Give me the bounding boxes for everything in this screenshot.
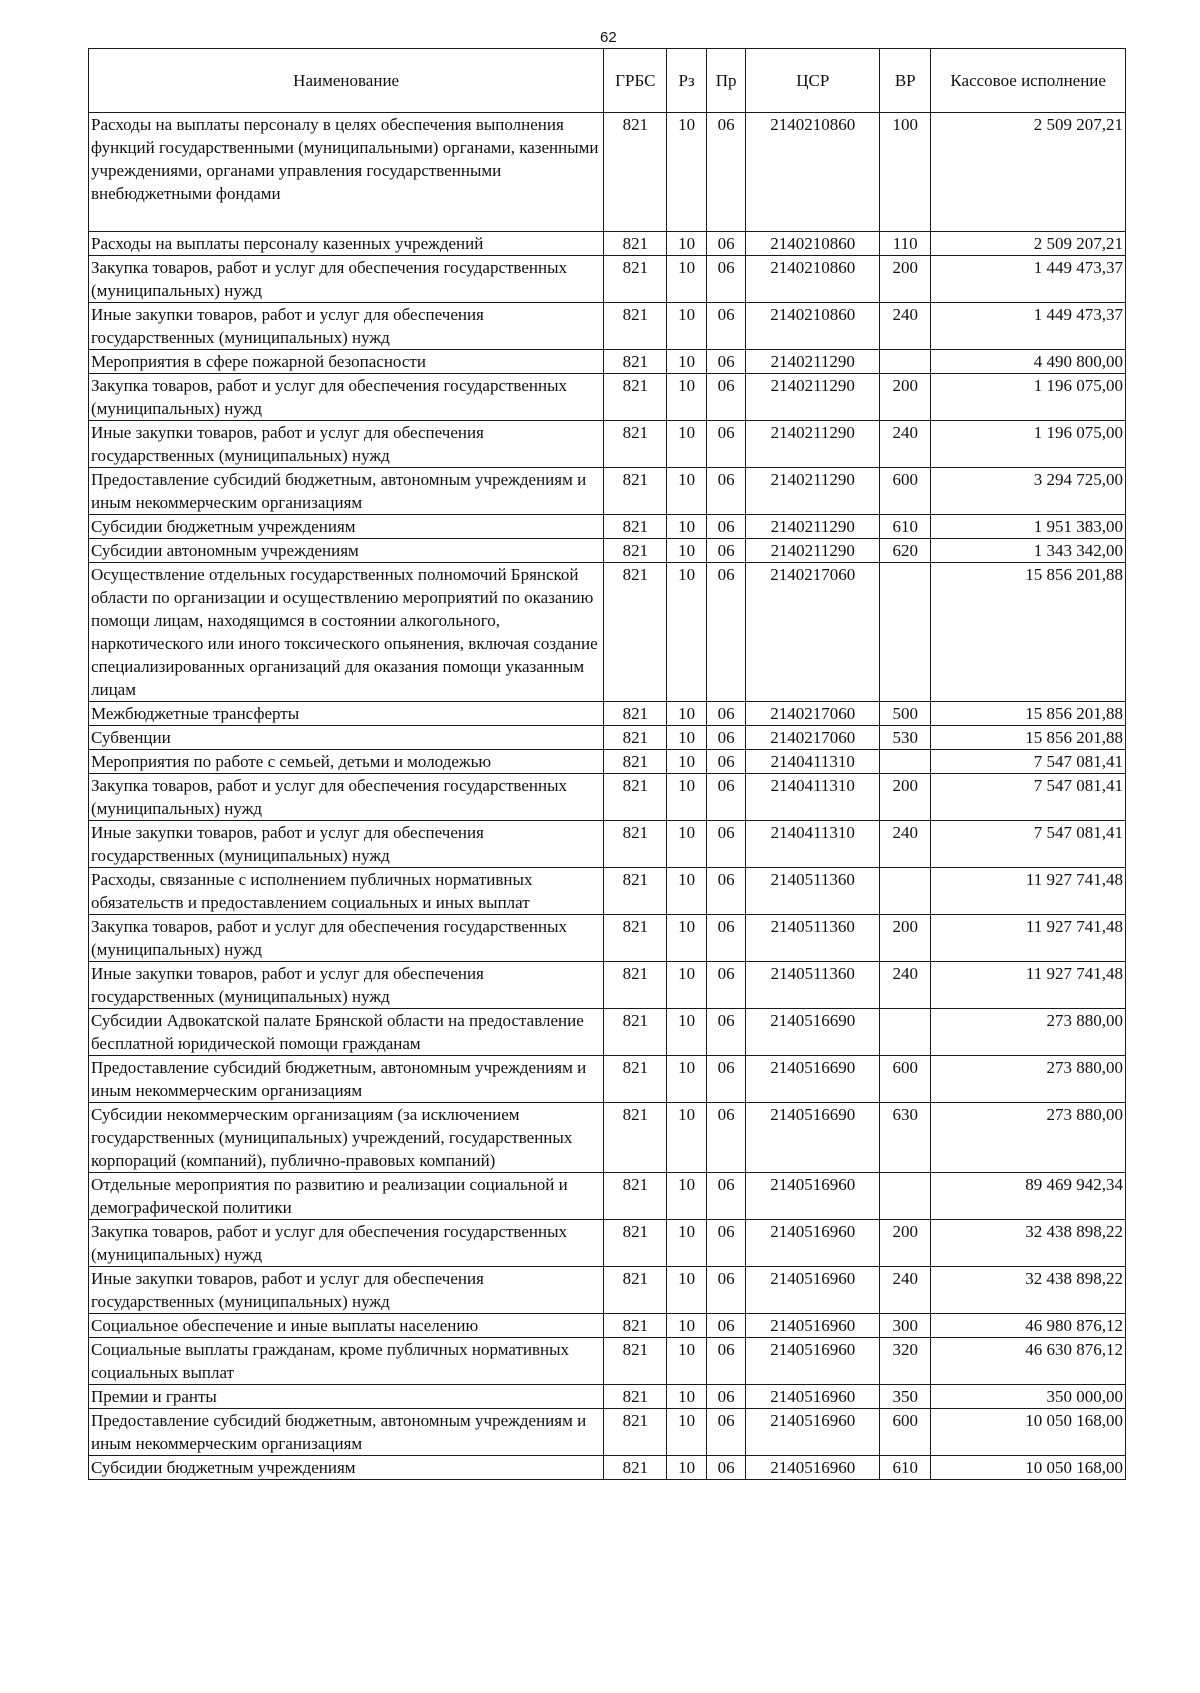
cell-pr: 06 <box>706 350 746 374</box>
column-header-name: Наименование <box>89 49 604 113</box>
cell-csr: 2140210860 <box>746 113 880 232</box>
cell-grbs: 821 <box>604 1409 667 1456</box>
cell-csr: 2140211290 <box>746 468 880 515</box>
cell-csr: 2140211290 <box>746 539 880 563</box>
table-row <box>89 1103 1126 1173</box>
cell-pr: 06 <box>706 468 746 515</box>
cell-csr: 2140516960 <box>746 1385 880 1409</box>
cell-rz: 10 <box>667 774 707 821</box>
cell-amount: 273 880,00 <box>931 1103 1126 1173</box>
cell-amount: 15 856 201,88 <box>931 726 1126 750</box>
cell-grbs: 821 <box>604 468 667 515</box>
cell-vr: 240 <box>880 421 931 468</box>
cell-amount: 1 449 473,37 <box>931 303 1126 350</box>
cell-name: Закупка товаров, работ и услуг для обеспечения государственных (муниципальных) нужд <box>89 256 604 303</box>
table-row <box>89 539 1126 563</box>
cell-vr: 100 <box>880 113 931 232</box>
cell-csr: 2140210860 <box>746 256 880 303</box>
cell-grbs: 821 <box>604 868 667 915</box>
cell-name: Предоставление субсидий бюджетным, автономным учреждениям и иным некоммерческим организациям <box>89 1056 604 1103</box>
cell-csr: 2140511360 <box>746 962 880 1009</box>
cell-rz: 10 <box>667 726 707 750</box>
cell-vr: 200 <box>880 774 931 821</box>
cell-vr <box>880 1173 931 1220</box>
cell-amount: 350 000,00 <box>931 1385 1126 1409</box>
table-row <box>89 1314 1126 1338</box>
cell-pr: 06 <box>706 821 746 868</box>
column-header-grbs: ГРБС <box>604 49 667 113</box>
cell-grbs: 821 <box>604 726 667 750</box>
cell-vr <box>880 1009 931 1056</box>
cell-name: Социальные выплаты гражданам, кроме публичных нормативных социальных выплат <box>89 1338 604 1385</box>
cell-vr: 200 <box>880 256 931 303</box>
cell-vr <box>880 868 931 915</box>
cell-amount: 3 294 725,00 <box>931 468 1126 515</box>
cell-csr: 2140211290 <box>746 515 880 539</box>
cell-grbs: 821 <box>604 563 667 702</box>
cell-rz: 10 <box>667 821 707 868</box>
cell-csr: 2140516960 <box>746 1314 880 1338</box>
cell-csr: 2140217060 <box>746 563 880 702</box>
table-row <box>89 256 1126 303</box>
cell-pr: 06 <box>706 774 746 821</box>
cell-amount: 1 196 075,00 <box>931 421 1126 468</box>
cell-pr: 06 <box>706 1409 746 1456</box>
cell-grbs: 821 <box>604 1385 667 1409</box>
cell-grbs: 821 <box>604 962 667 1009</box>
cell-name: Премии и гранты <box>89 1385 604 1409</box>
cell-pr: 06 <box>706 256 746 303</box>
cell-vr: 240 <box>880 303 931 350</box>
cell-name: Закупка товаров, работ и услуг для обеспечения государственных (муниципальных) нужд <box>89 774 604 821</box>
cell-rz: 10 <box>667 468 707 515</box>
cell-csr: 2140411310 <box>746 750 880 774</box>
cell-vr: 320 <box>880 1338 931 1385</box>
column-header-pr: Пр <box>706 49 746 113</box>
cell-grbs: 821 <box>604 1173 667 1220</box>
cell-csr: 2140211290 <box>746 350 880 374</box>
cell-vr: 500 <box>880 702 931 726</box>
cell-rz: 10 <box>667 1056 707 1103</box>
cell-grbs: 821 <box>604 113 667 232</box>
cell-amount: 15 856 201,88 <box>931 702 1126 726</box>
cell-rz: 10 <box>667 1314 707 1338</box>
cell-pr: 06 <box>706 303 746 350</box>
cell-rz: 10 <box>667 256 707 303</box>
cell-rz: 10 <box>667 539 707 563</box>
cell-name: Закупка товаров, работ и услуг для обеспечения государственных (муниципальных) нужд <box>89 374 604 421</box>
cell-vr: 350 <box>880 1385 931 1409</box>
cell-pr: 06 <box>706 702 746 726</box>
cell-amount: 15 856 201,88 <box>931 563 1126 702</box>
cell-amount: 10 050 168,00 <box>931 1409 1126 1456</box>
cell-vr: 600 <box>880 468 931 515</box>
table-row <box>89 1338 1126 1385</box>
cell-csr: 2140210860 <box>746 303 880 350</box>
cell-grbs: 821 <box>604 1103 667 1173</box>
cell-name: Иные закупки товаров, работ и услуг для обеспечения государственных (муниципальных) нужд <box>89 303 604 350</box>
cell-name: Расходы на выплаты персоналу казенных учреждений <box>89 232 604 256</box>
cell-rz: 10 <box>667 1267 707 1314</box>
cell-rz: 10 <box>667 1220 707 1267</box>
cell-rz: 10 <box>667 350 707 374</box>
cell-pr: 06 <box>706 421 746 468</box>
cell-grbs: 821 <box>604 1338 667 1385</box>
column-header-csr: ЦСР <box>746 49 880 113</box>
cell-amount: 32 438 898,22 <box>931 1267 1126 1314</box>
cell-amount: 273 880,00 <box>931 1009 1126 1056</box>
cell-grbs: 821 <box>604 421 667 468</box>
cell-csr: 2140516960 <box>746 1220 880 1267</box>
cell-pr: 06 <box>706 726 746 750</box>
cell-pr: 06 <box>706 1267 746 1314</box>
cell-pr: 06 <box>706 1314 746 1338</box>
cell-grbs: 821 <box>604 515 667 539</box>
cell-grbs: 821 <box>604 232 667 256</box>
table-row <box>89 1409 1126 1456</box>
cell-name: Иные закупки товаров, работ и услуг для обеспечения государственных (муниципальных) нужд <box>89 421 604 468</box>
cell-vr: 530 <box>880 726 931 750</box>
cell-amount: 46 980 876,12 <box>931 1314 1126 1338</box>
cell-pr: 06 <box>706 1009 746 1056</box>
cell-pr: 06 <box>706 868 746 915</box>
cell-name: Иные закупки товаров, работ и услуг для обеспечения государственных (муниципальных) нужд <box>89 962 604 1009</box>
cell-vr: 600 <box>880 1056 931 1103</box>
cell-name: Мероприятия по работе с семьей, детьми и молодежью <box>89 750 604 774</box>
cell-name: Иные закупки товаров, работ и услуг для обеспечения государственных (муниципальных) нужд <box>89 821 604 868</box>
cell-amount: 1 951 383,00 <box>931 515 1126 539</box>
cell-name: Мероприятия в сфере пожарной безопасности <box>89 350 604 374</box>
cell-name: Субсидии Адвокатской палате Брянской области на предоставление бесплатной юридической помощи гражданам <box>89 1009 604 1056</box>
cell-grbs: 821 <box>604 1456 667 1480</box>
table-row <box>89 962 1126 1009</box>
cell-amount: 89 469 942,34 <box>931 1173 1126 1220</box>
cell-amount: 2 509 207,21 <box>931 232 1126 256</box>
column-header-vr: ВР <box>880 49 931 113</box>
cell-amount: 1 449 473,37 <box>931 256 1126 303</box>
cell-grbs: 821 <box>604 915 667 962</box>
cell-amount: 273 880,00 <box>931 1056 1126 1103</box>
cell-grbs: 821 <box>604 303 667 350</box>
cell-vr: 600 <box>880 1409 931 1456</box>
cell-amount: 1 196 075,00 <box>931 374 1126 421</box>
cell-rz: 10 <box>667 232 707 256</box>
cell-csr: 2140411310 <box>746 774 880 821</box>
cell-pr: 06 <box>706 563 746 702</box>
cell-pr: 06 <box>706 750 746 774</box>
cell-csr: 2140217060 <box>746 702 880 726</box>
cell-grbs: 821 <box>604 374 667 421</box>
cell-vr: 240 <box>880 1267 931 1314</box>
cell-pr: 06 <box>706 1056 746 1103</box>
cell-name: Субсидии бюджетным учреждениям <box>89 515 604 539</box>
cell-rz: 10 <box>667 702 707 726</box>
cell-grbs: 821 <box>604 1314 667 1338</box>
table-row <box>89 1056 1126 1103</box>
cell-rz: 10 <box>667 563 707 702</box>
cell-pr: 06 <box>706 1338 746 1385</box>
table-row <box>89 1456 1126 1480</box>
table-row <box>89 1220 1126 1267</box>
table-body <box>89 113 1126 1480</box>
cell-name: Осуществление отдельных государственных полномочий Брянской области по организации и осуществлению мероприятий по оказанию помощи лицам, находящимся в состоянии алкогольного, наркотического или иного токсического опьянения, включая создание специализированных организаций для оказания помощи указанным лицам <box>89 563 604 702</box>
cell-name: Субсидии автономным учреждениям <box>89 539 604 563</box>
cell-pr: 06 <box>706 539 746 563</box>
cell-name: Межбюджетные трансферты <box>89 702 604 726</box>
cell-name: Предоставление субсидий бюджетным, автономным учреждениям и иным некоммерческим организациям <box>89 468 604 515</box>
cell-rz: 10 <box>667 868 707 915</box>
cell-vr: 610 <box>880 1456 931 1480</box>
cell-pr: 06 <box>706 1173 746 1220</box>
cell-amount: 2 509 207,21 <box>931 113 1126 232</box>
cell-pr: 06 <box>706 232 746 256</box>
cell-rz: 10 <box>667 303 707 350</box>
cell-vr: 300 <box>880 1314 931 1338</box>
cell-grbs: 821 <box>604 1267 667 1314</box>
table-row <box>89 750 1126 774</box>
table-row <box>89 702 1126 726</box>
cell-pr: 06 <box>706 1456 746 1480</box>
cell-csr: 2140516960 <box>746 1267 880 1314</box>
table-row <box>89 515 1126 539</box>
cell-amount: 7 547 081,41 <box>931 750 1126 774</box>
cell-name: Предоставление субсидий бюджетным, автономным учреждениям и иным некоммерческим организациям <box>89 1409 604 1456</box>
cell-grbs: 821 <box>604 821 667 868</box>
cell-rz: 10 <box>667 1103 707 1173</box>
cell-amount: 11 927 741,48 <box>931 915 1126 962</box>
cell-rz: 10 <box>667 421 707 468</box>
table-row <box>89 726 1126 750</box>
cell-grbs: 821 <box>604 750 667 774</box>
cell-rz: 10 <box>667 1009 707 1056</box>
cell-csr: 2140516690 <box>746 1009 880 1056</box>
cell-pr: 06 <box>706 1385 746 1409</box>
cell-csr: 2140211290 <box>746 421 880 468</box>
cell-vr: 200 <box>880 1220 931 1267</box>
cell-pr: 06 <box>706 113 746 232</box>
table-row <box>89 1267 1126 1314</box>
table-row <box>89 468 1126 515</box>
cell-vr <box>880 350 931 374</box>
cell-csr: 2140217060 <box>746 726 880 750</box>
cell-rz: 10 <box>667 1456 707 1480</box>
cell-grbs: 821 <box>604 1220 667 1267</box>
table-row <box>89 303 1126 350</box>
cell-csr: 2140511360 <box>746 868 880 915</box>
cell-amount: 4 490 800,00 <box>931 350 1126 374</box>
cell-vr: 620 <box>880 539 931 563</box>
cell-pr: 06 <box>706 915 746 962</box>
budget-execution-table <box>88 48 1126 1480</box>
cell-name: Расходы, связанные с исполнением публичных нормативных обязательств и предоставлением социальных и иных выплат <box>89 868 604 915</box>
table-row <box>89 113 1126 232</box>
cell-vr: 200 <box>880 915 931 962</box>
cell-name: Субсидии некоммерческим организациям (за исключением государственных (муниципальных) учреждений, государственных корпораций (компаний), публично-правовых компаний) <box>89 1103 604 1173</box>
cell-grbs: 821 <box>604 350 667 374</box>
cell-vr: 110 <box>880 232 931 256</box>
cell-pr: 06 <box>706 374 746 421</box>
table-row <box>89 232 1126 256</box>
cell-amount: 7 547 081,41 <box>931 774 1126 821</box>
cell-grbs: 821 <box>604 539 667 563</box>
cell-vr <box>880 750 931 774</box>
cell-rz: 10 <box>667 1385 707 1409</box>
column-header-cash-execution: Кассовое исполнение <box>931 49 1126 113</box>
cell-csr: 2140211290 <box>746 374 880 421</box>
cell-vr <box>880 563 931 702</box>
cell-csr: 2140516960 <box>746 1409 880 1456</box>
cell-name: Иные закупки товаров, работ и услуг для обеспечения государственных (муниципальных) нужд <box>89 1267 604 1314</box>
column-header-rz: Рз <box>667 49 707 113</box>
cell-vr: 240 <box>880 821 931 868</box>
cell-vr: 610 <box>880 515 931 539</box>
cell-csr: 2140516690 <box>746 1056 880 1103</box>
cell-amount: 10 050 168,00 <box>931 1456 1126 1480</box>
cell-rz: 10 <box>667 750 707 774</box>
cell-csr: 2140411310 <box>746 821 880 868</box>
cell-grbs: 821 <box>604 774 667 821</box>
cell-amount: 11 927 741,48 <box>931 962 1126 1009</box>
cell-rz: 10 <box>667 915 707 962</box>
table-row <box>89 915 1126 962</box>
cell-rz: 10 <box>667 113 707 232</box>
cell-rz: 10 <box>667 962 707 1009</box>
cell-csr: 2140516960 <box>746 1173 880 1220</box>
cell-name: Субсидии бюджетным учреждениям <box>89 1456 604 1480</box>
cell-amount: 32 438 898,22 <box>931 1220 1126 1267</box>
cell-pr: 06 <box>706 515 746 539</box>
page-number: 62 <box>600 29 617 46</box>
cell-grbs: 821 <box>604 256 667 303</box>
table-row <box>89 350 1126 374</box>
table-header-row <box>89 49 1126 113</box>
cell-vr: 200 <box>880 374 931 421</box>
cell-rz: 10 <box>667 374 707 421</box>
table-row <box>89 563 1126 702</box>
cell-grbs: 821 <box>604 1056 667 1103</box>
cell-csr: 2140516690 <box>746 1103 880 1173</box>
cell-vr: 240 <box>880 962 931 1009</box>
cell-csr: 2140516960 <box>746 1338 880 1385</box>
cell-rz: 10 <box>667 515 707 539</box>
table-row <box>89 421 1126 468</box>
cell-grbs: 821 <box>604 702 667 726</box>
cell-csr: 2140516960 <box>746 1456 880 1480</box>
cell-rz: 10 <box>667 1338 707 1385</box>
table-row <box>89 1385 1126 1409</box>
cell-name: Социальное обеспечение и иные выплаты населению <box>89 1314 604 1338</box>
cell-amount: 7 547 081,41 <box>931 821 1126 868</box>
cell-name: Отдельные мероприятия по развитию и реализации социальной и демографической политики <box>89 1173 604 1220</box>
cell-name: Закупка товаров, работ и услуг для обеспечения государственных (муниципальных) нужд <box>89 1220 604 1267</box>
table-row <box>89 821 1126 868</box>
table-row <box>89 1009 1126 1056</box>
table-row <box>89 1173 1126 1220</box>
cell-amount: 46 630 876,12 <box>931 1338 1126 1385</box>
cell-amount: 11 927 741,48 <box>931 868 1126 915</box>
cell-csr: 2140210860 <box>746 232 880 256</box>
cell-csr: 2140511360 <box>746 915 880 962</box>
cell-grbs: 821 <box>604 1009 667 1056</box>
cell-name: Расходы на выплаты персоналу в целях обеспечения выполнения функций государственными (муниципальными) органами, казенными учреждениями, органами управления государственными внебюджетными фондами <box>89 113 604 232</box>
table-row <box>89 868 1126 915</box>
cell-rz: 10 <box>667 1409 707 1456</box>
cell-pr: 06 <box>706 1220 746 1267</box>
cell-name: Субвенции <box>89 726 604 750</box>
cell-name: Закупка товаров, работ и услуг для обеспечения государственных (муниципальных) нужд <box>89 915 604 962</box>
cell-pr: 06 <box>706 1103 746 1173</box>
table-row <box>89 374 1126 421</box>
cell-pr: 06 <box>706 962 746 1009</box>
cell-vr: 630 <box>880 1103 931 1173</box>
cell-amount: 1 343 342,00 <box>931 539 1126 563</box>
table-row <box>89 774 1126 821</box>
cell-rz: 10 <box>667 1173 707 1220</box>
